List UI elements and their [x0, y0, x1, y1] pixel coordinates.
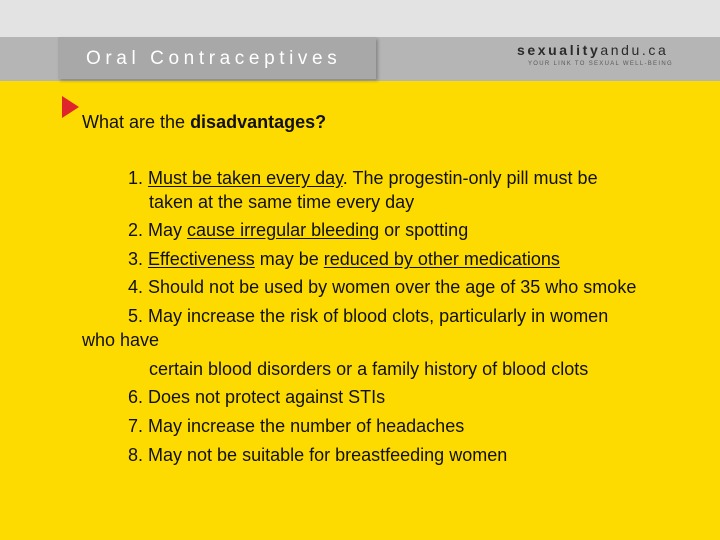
brand-tagline: YOUR LINK TO SEXUAL WELL-BEING [528, 61, 673, 67]
page-title: Oral Contraceptives [86, 48, 342, 69]
list-item-8: 8. May not be suitable for breastfeeding women [128, 445, 508, 465]
list-item-6: 6. Does not protect against STIs [128, 387, 386, 407]
list-item-1 [128, 167, 598, 189]
list-item-7: 7. May increase the number of headaches [128, 416, 465, 436]
item-3-text: may be [254, 249, 324, 269]
list-item-5-continuation: certain blood disorders or a family history of blood clots [149, 359, 589, 379]
question-prefix: What are the [82, 112, 191, 132]
brand-logo [517, 42, 668, 58]
list-item-5-wrap: who have [82, 330, 160, 350]
list-item-1-continuation: taken at the same time every day [149, 192, 415, 212]
item-2-number: 2. May [128, 220, 188, 240]
item-1-underlined: Must be taken every day [148, 168, 343, 188]
question-heading [82, 112, 326, 133]
brand-rest: andu.ca [600, 42, 669, 58]
brand-bold: sexuality [517, 42, 601, 58]
item-2-underlined: cause irregular bleeding [187, 220, 380, 240]
item-3-underlined-1: Effectiveness [148, 249, 255, 269]
list-item-5: 5. May increase the risk of blood clots, particularly in women [128, 306, 609, 326]
item-2-text: or spotting [379, 220, 469, 240]
item-3-number: 3. [128, 249, 149, 269]
top-strip [0, 0, 720, 37]
item-3-underlined-2: reduced by other medications [323, 249, 560, 269]
list-item-2 [128, 219, 468, 241]
question-bold: disadvantages? [190, 112, 327, 132]
list-item-4: 4. Should not be used by women over the age of 35 who smoke [128, 277, 637, 297]
triangle-bullet-icon [62, 96, 79, 118]
item-1-text: . The progestin-only pill must be [342, 168, 598, 188]
list-item-3 [128, 248, 560, 270]
item-1-number: 1. [128, 168, 149, 188]
